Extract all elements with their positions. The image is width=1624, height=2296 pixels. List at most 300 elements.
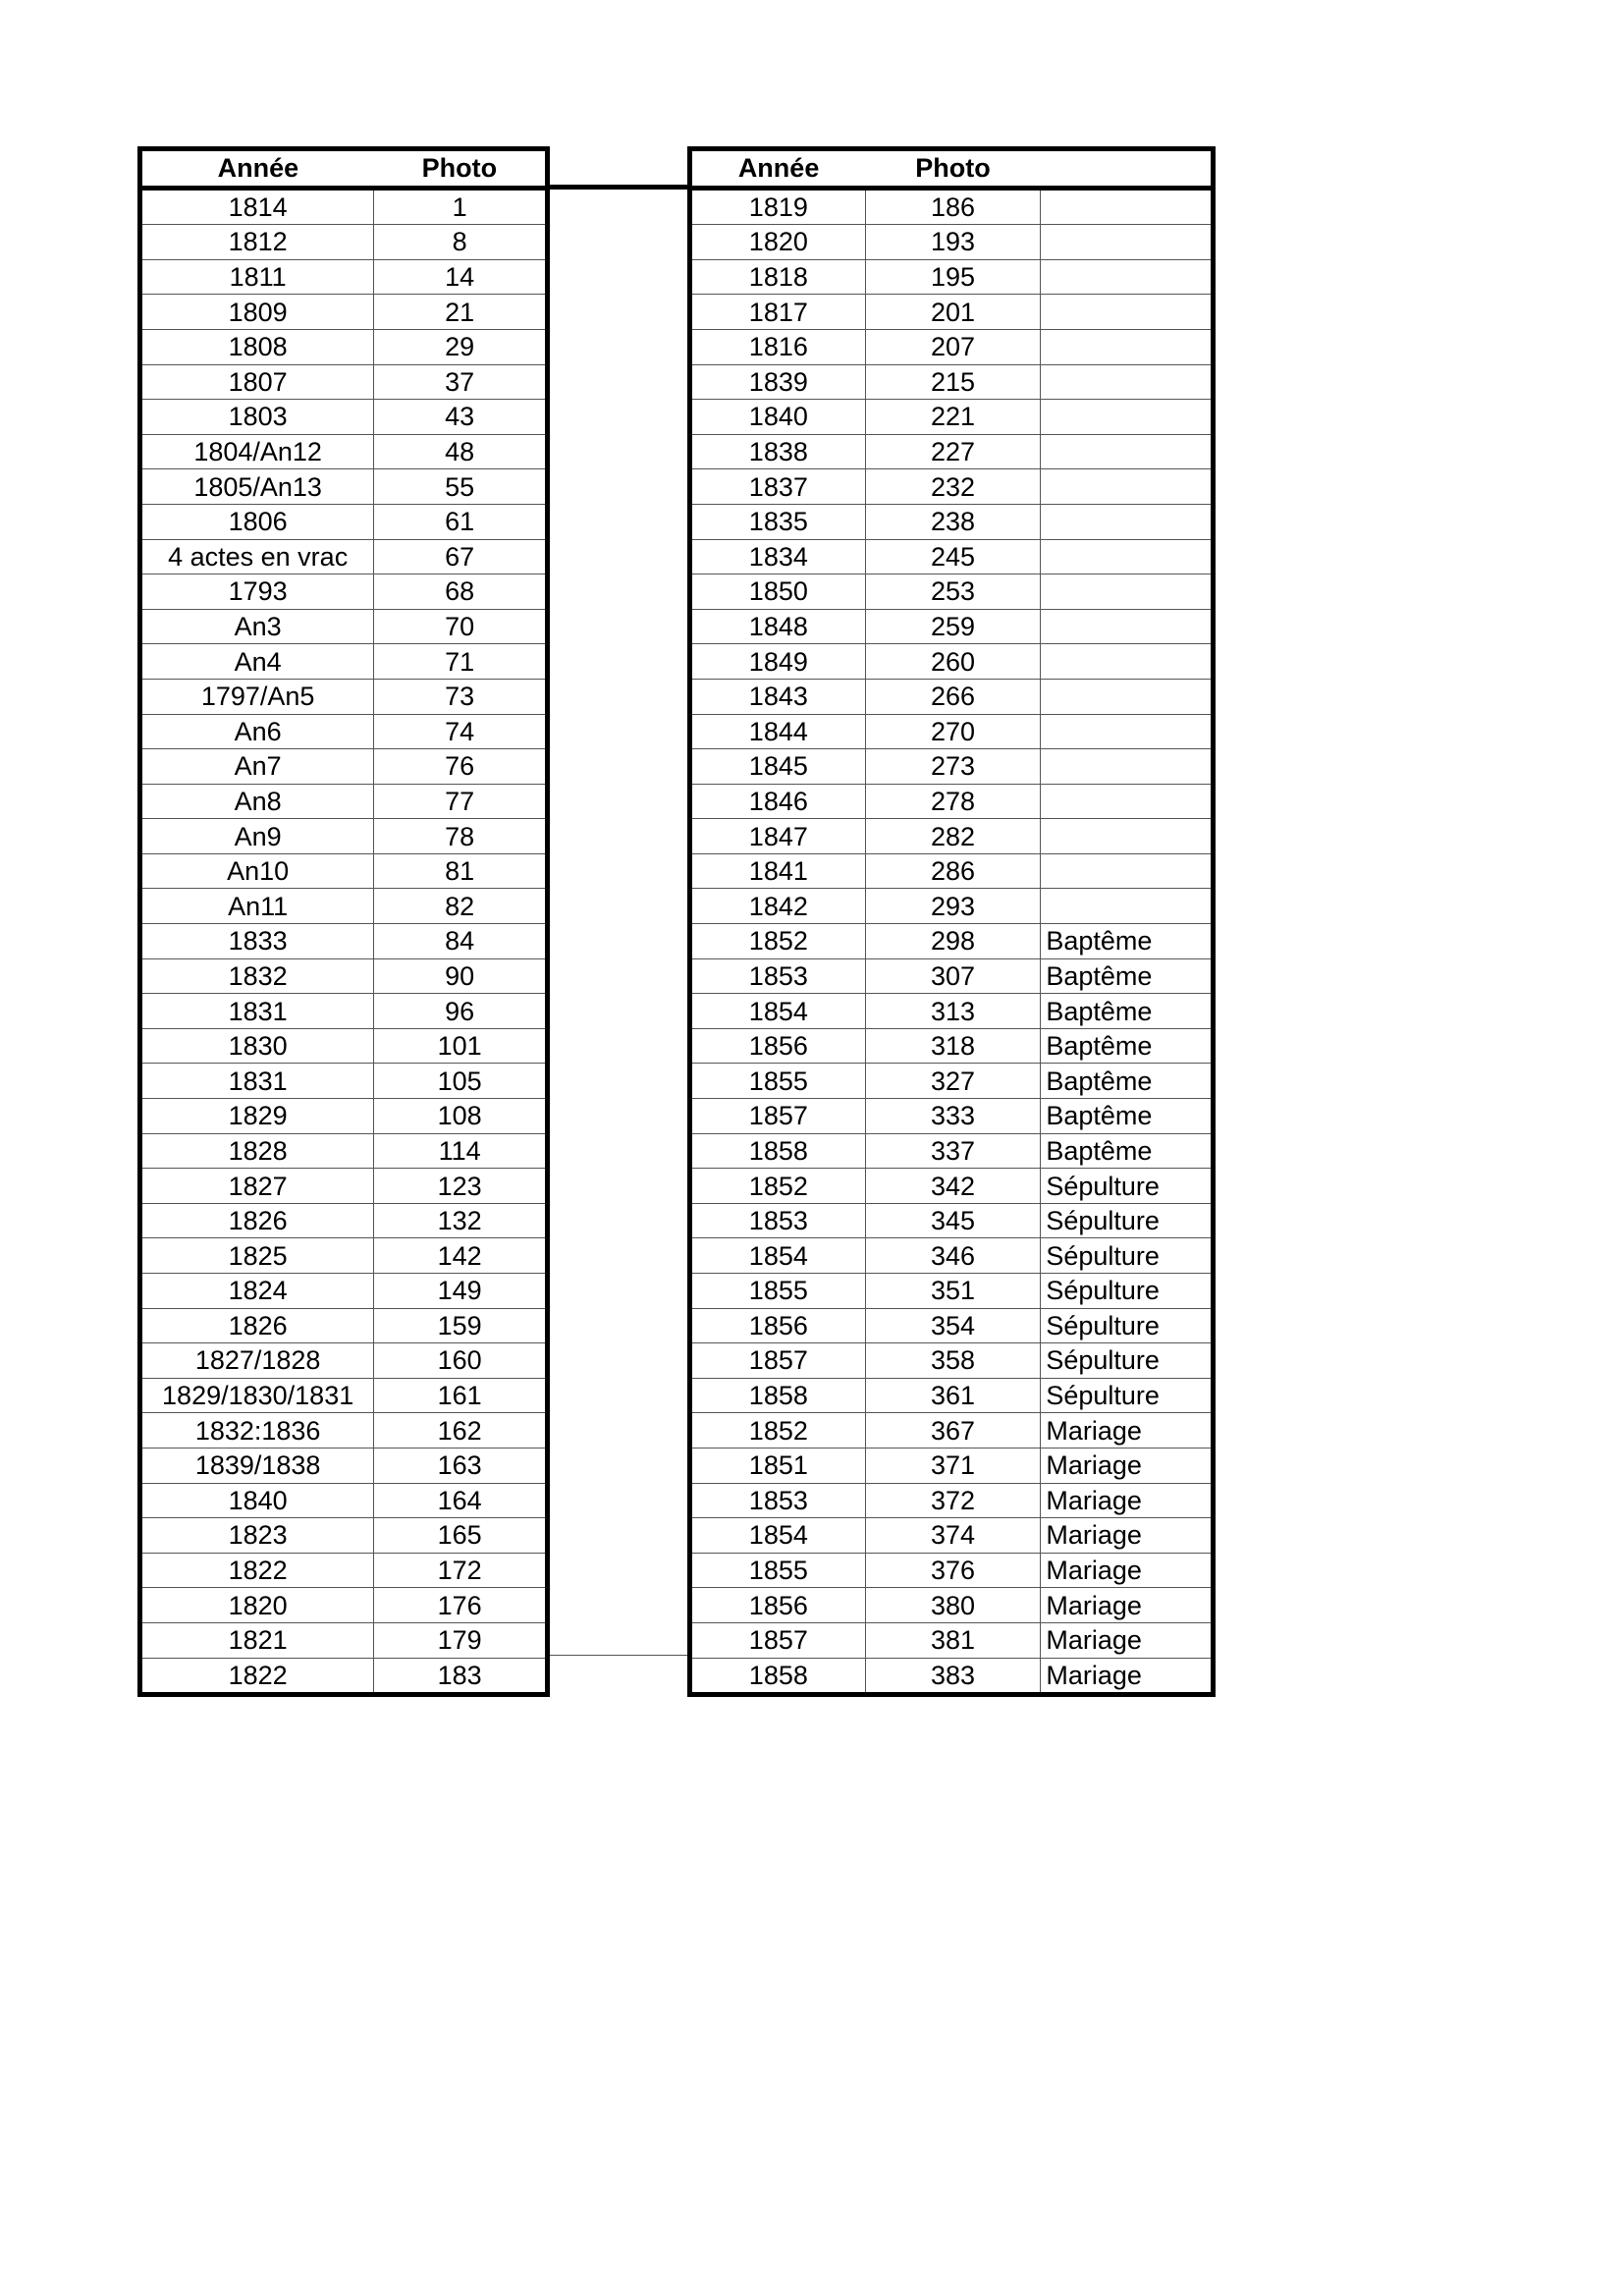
year-cell: 1855 <box>690 1274 866 1309</box>
year-cell: 1857 <box>690 1622 866 1658</box>
year-cell: 1858 <box>690 1133 866 1169</box>
year-cell: 1851 <box>690 1448 866 1483</box>
record-type-cell: Baptême <box>1041 1099 1214 1134</box>
photo-cell: 260 <box>865 644 1041 680</box>
table-row <box>690 400 1214 435</box>
table-row <box>690 1658 1214 1695</box>
year-cell: 1839/1838 <box>140 1448 374 1483</box>
record-type-cell: Sépulture <box>1041 1238 1214 1274</box>
photo-cell: 358 <box>865 1343 1041 1379</box>
year-cell: 1856 <box>690 1308 866 1343</box>
left-table <box>137 146 550 1697</box>
photo-cell: 381 <box>865 1622 1041 1658</box>
table-row <box>140 504 548 539</box>
year-cell: 1793 <box>140 574 374 610</box>
table-row <box>140 609 548 644</box>
year-cell: 1807 <box>140 364 374 400</box>
table-row <box>690 1553 1214 1588</box>
year-cell: 1804/An12 <box>140 434 374 469</box>
photo-cell: 74 <box>374 714 548 749</box>
photo-cell: 298 <box>865 924 1041 959</box>
photo-cell: 238 <box>865 504 1041 539</box>
right-year-header: Année <box>690 149 866 189</box>
record-type-cell: Baptême <box>1041 958 1214 994</box>
photo-cell: 286 <box>865 853 1041 889</box>
year-cell: 1858 <box>690 1378 866 1413</box>
year-cell: 1814 <box>140 188 374 225</box>
table-row <box>140 644 548 680</box>
record-type-cell <box>1041 329 1214 364</box>
photo-cell: 354 <box>865 1308 1041 1343</box>
photo-cell: 14 <box>374 259 548 295</box>
year-cell: 1849 <box>690 644 866 680</box>
record-type-cell: Sépulture <box>1041 1274 1214 1309</box>
table-row <box>690 994 1214 1029</box>
table-row <box>140 434 548 469</box>
record-type-cell: Mariage <box>1041 1413 1214 1449</box>
photo-cell: 77 <box>374 784 548 819</box>
photo-cell: 183 <box>374 1658 548 1695</box>
table-row <box>690 469 1214 505</box>
record-type-cell <box>1041 539 1214 574</box>
photo-cell: 282 <box>865 819 1041 854</box>
record-type-cell <box>1041 889 1214 924</box>
year-cell: 1828 <box>140 1133 374 1169</box>
photo-cell: 232 <box>865 469 1041 505</box>
table-row <box>140 1099 548 1134</box>
record-type-cell: Baptême <box>1041 924 1214 959</box>
photo-cell: 207 <box>865 329 1041 364</box>
photo-cell: 380 <box>865 1588 1041 1623</box>
photo-cell: 253 <box>865 574 1041 610</box>
photo-cell: 123 <box>374 1169 548 1204</box>
record-type-cell: Baptême <box>1041 1133 1214 1169</box>
table-row <box>140 364 548 400</box>
year-cell: 1826 <box>140 1308 374 1343</box>
table-row <box>690 1622 1214 1658</box>
table-row <box>690 1238 1214 1274</box>
record-type-cell: Mariage <box>1041 1518 1214 1554</box>
record-type-cell: Mariage <box>1041 1622 1214 1658</box>
photo-cell: 367 <box>865 1413 1041 1449</box>
year-cell: 1854 <box>690 1518 866 1554</box>
year-cell: 1818 <box>690 259 866 295</box>
table-row <box>140 1133 548 1169</box>
photo-cell: 21 <box>374 295 548 330</box>
record-type-cell: Sépulture <box>1041 1169 1214 1204</box>
table-row <box>690 1518 1214 1554</box>
record-type-cell: Mariage <box>1041 1448 1214 1483</box>
table-row <box>140 1028 548 1064</box>
year-cell: 1823 <box>140 1518 374 1554</box>
photo-cell: 176 <box>374 1588 548 1623</box>
table-row <box>140 1274 548 1309</box>
year-cell: 1857 <box>690 1343 866 1379</box>
photo-cell: 101 <box>374 1028 548 1064</box>
photo-cell: 149 <box>374 1274 548 1309</box>
photo-cell: 327 <box>865 1064 1041 1099</box>
year-cell: 4 actes en vrac <box>140 539 374 574</box>
year-cell: 1832 <box>140 958 374 994</box>
year-cell: 1797/An5 <box>140 679 374 714</box>
year-cell: 1819 <box>690 188 866 225</box>
table-row <box>140 1378 548 1413</box>
year-cell: 1834 <box>690 539 866 574</box>
table-row <box>140 749 548 785</box>
photo-cell: 278 <box>865 784 1041 819</box>
record-type-cell <box>1041 784 1214 819</box>
year-cell: 1817 <box>690 295 866 330</box>
year-cell: An6 <box>140 714 374 749</box>
photo-cell: 82 <box>374 889 548 924</box>
photo-cell: 337 <box>865 1133 1041 1169</box>
table-row <box>690 1064 1214 1099</box>
year-cell: 1854 <box>690 1238 866 1274</box>
year-cell: 1840 <box>140 1483 374 1518</box>
table-row <box>140 400 548 435</box>
year-cell: An4 <box>140 644 374 680</box>
photo-cell: 105 <box>374 1064 548 1099</box>
year-cell: 1820 <box>690 225 866 260</box>
year-cell: 1827 <box>140 1169 374 1204</box>
table-row <box>140 994 548 1029</box>
table-row <box>140 539 548 574</box>
year-cell: 1850 <box>690 574 866 610</box>
photo-cell: 372 <box>865 1483 1041 1518</box>
year-cell: 1821 <box>140 1622 374 1658</box>
table-row <box>140 1203 548 1238</box>
year-cell: 1826 <box>140 1203 374 1238</box>
year-cell: 1825 <box>140 1238 374 1274</box>
table-row <box>690 924 1214 959</box>
photo-cell: 172 <box>374 1553 548 1588</box>
record-type-cell <box>1041 295 1214 330</box>
year-cell: 1842 <box>690 889 866 924</box>
year-cell: 1854 <box>690 994 866 1029</box>
photo-cell: 37 <box>374 364 548 400</box>
photo-cell: 186 <box>865 188 1041 225</box>
table-row <box>690 1169 1214 1204</box>
year-cell: 1845 <box>690 749 866 785</box>
record-type-cell <box>1041 574 1214 610</box>
photo-cell: 68 <box>374 574 548 610</box>
year-cell: 1824 <box>140 1274 374 1309</box>
right-type-header <box>1041 149 1214 189</box>
photo-cell: 361 <box>865 1378 1041 1413</box>
year-cell: 1803 <box>140 400 374 435</box>
year-cell: An7 <box>140 749 374 785</box>
left-header-row <box>140 149 548 189</box>
record-type-cell: Sépulture <box>1041 1378 1214 1413</box>
photo-cell: 159 <box>374 1308 548 1343</box>
photo-cell: 195 <box>865 259 1041 295</box>
table-row <box>140 1518 548 1554</box>
photo-cell: 266 <box>865 679 1041 714</box>
table-row <box>140 1343 548 1379</box>
table-row <box>140 819 548 854</box>
record-type-cell <box>1041 259 1214 295</box>
year-cell: An10 <box>140 853 374 889</box>
year-cell: 1852 <box>690 924 866 959</box>
table-row <box>140 329 548 364</box>
photo-cell: 273 <box>865 749 1041 785</box>
year-cell: 1838 <box>690 434 866 469</box>
table-row <box>690 1588 1214 1623</box>
table-row <box>690 1483 1214 1518</box>
photo-cell: 67 <box>374 539 548 574</box>
photo-cell: 259 <box>865 609 1041 644</box>
photo-cell: 84 <box>374 924 548 959</box>
table-row <box>140 469 548 505</box>
photo-cell: 43 <box>374 400 548 435</box>
table-row <box>690 853 1214 889</box>
year-cell: 1831 <box>140 994 374 1029</box>
table-row <box>140 679 548 714</box>
photo-cell: 132 <box>374 1203 548 1238</box>
left-year-header: Année <box>140 149 374 189</box>
right-table <box>687 146 1216 1697</box>
year-cell: An11 <box>140 889 374 924</box>
year-cell: 1853 <box>690 1483 866 1518</box>
year-cell: 1805/An13 <box>140 469 374 505</box>
table-row <box>140 1622 548 1658</box>
table-row <box>690 259 1214 295</box>
table-row <box>140 1169 548 1204</box>
record-type-cell <box>1041 400 1214 435</box>
record-type-cell: Mariage <box>1041 1658 1214 1695</box>
photo-cell: 1 <box>374 188 548 225</box>
photo-cell: 55 <box>374 469 548 505</box>
photo-cell: 346 <box>865 1238 1041 1274</box>
table-row <box>690 1343 1214 1379</box>
year-cell: 1856 <box>690 1028 866 1064</box>
year-cell: 1839 <box>690 364 866 400</box>
table-row <box>690 364 1214 400</box>
record-type-cell <box>1041 504 1214 539</box>
table-row <box>690 1203 1214 1238</box>
table-row <box>690 609 1214 644</box>
year-cell: 1852 <box>690 1413 866 1449</box>
table-row <box>690 1099 1214 1134</box>
left-photo-header: Photo <box>374 149 548 189</box>
record-type-cell: Sépulture <box>1041 1343 1214 1379</box>
year-cell: 1827/1828 <box>140 1343 374 1379</box>
photo-cell: 374 <box>865 1518 1041 1554</box>
photo-cell: 114 <box>374 1133 548 1169</box>
record-type-cell <box>1041 819 1214 854</box>
table-row <box>140 259 548 295</box>
record-type-cell <box>1041 364 1214 400</box>
table-row <box>140 1064 548 1099</box>
photo-cell: 345 <box>865 1203 1041 1238</box>
table-row <box>140 889 548 924</box>
photo-cell: 227 <box>865 434 1041 469</box>
record-type-cell <box>1041 188 1214 225</box>
table-row <box>140 1588 548 1623</box>
photo-cell: 371 <box>865 1448 1041 1483</box>
record-type-cell <box>1041 225 1214 260</box>
table-row <box>690 1378 1214 1413</box>
year-cell: 1853 <box>690 1203 866 1238</box>
right-header-row <box>690 149 1214 189</box>
record-type-cell <box>1041 679 1214 714</box>
table-row <box>690 1448 1214 1483</box>
photo-cell: 383 <box>865 1658 1041 1695</box>
photo-cell: 193 <box>865 225 1041 260</box>
year-cell: An9 <box>140 819 374 854</box>
year-cell: 1822 <box>140 1658 374 1695</box>
table-row <box>690 958 1214 994</box>
year-cell: 1852 <box>690 1169 866 1204</box>
year-cell: 1829 <box>140 1099 374 1134</box>
table-row <box>690 295 1214 330</box>
record-type-cell <box>1041 644 1214 680</box>
year-cell: 1855 <box>690 1064 866 1099</box>
table-row <box>690 889 1214 924</box>
table-row <box>140 1413 548 1449</box>
year-cell: 1833 <box>140 924 374 959</box>
photo-cell: 351 <box>865 1274 1041 1309</box>
year-cell: 1843 <box>690 679 866 714</box>
year-cell: An3 <box>140 609 374 644</box>
table-row <box>140 188 548 225</box>
table-row <box>690 539 1214 574</box>
photo-cell: 245 <box>865 539 1041 574</box>
photo-cell: 162 <box>374 1413 548 1449</box>
photo-cell: 76 <box>374 749 548 785</box>
year-cell: 1855 <box>690 1553 866 1588</box>
year-cell: 1812 <box>140 225 374 260</box>
photo-cell: 221 <box>865 400 1041 435</box>
photo-cell: 163 <box>374 1448 548 1483</box>
photo-cell: 342 <box>865 1169 1041 1204</box>
table-row <box>140 1658 548 1695</box>
photo-cell: 307 <box>865 958 1041 994</box>
record-type-cell: Sépulture <box>1041 1308 1214 1343</box>
table-row <box>140 225 548 260</box>
photo-cell: 201 <box>865 295 1041 330</box>
record-type-cell <box>1041 609 1214 644</box>
table-row <box>140 1448 548 1483</box>
table-row <box>690 504 1214 539</box>
record-type-cell: Baptême <box>1041 1028 1214 1064</box>
record-type-cell <box>1041 469 1214 505</box>
table-row <box>690 434 1214 469</box>
table-row <box>140 295 548 330</box>
table-row <box>690 644 1214 680</box>
table-row <box>690 819 1214 854</box>
photo-cell: 333 <box>865 1099 1041 1134</box>
photo-cell: 270 <box>865 714 1041 749</box>
photo-cell: 376 <box>865 1553 1041 1588</box>
table-row <box>140 924 548 959</box>
photo-cell: 90 <box>374 958 548 994</box>
table-row <box>140 1483 548 1518</box>
year-cell: 1811 <box>140 259 374 295</box>
record-type-cell: Baptême <box>1041 994 1214 1029</box>
photo-cell: 293 <box>865 889 1041 924</box>
table-row <box>690 1133 1214 1169</box>
record-type-cell <box>1041 749 1214 785</box>
photo-cell: 313 <box>865 994 1041 1029</box>
table-row <box>140 1238 548 1274</box>
year-cell: 1837 <box>690 469 866 505</box>
table-row <box>690 749 1214 785</box>
year-cell: 1846 <box>690 784 866 819</box>
photo-cell: 179 <box>374 1622 548 1658</box>
year-cell: 1847 <box>690 819 866 854</box>
year-cell: 1840 <box>690 400 866 435</box>
photo-cell: 142 <box>374 1238 548 1274</box>
year-cell: 1832:1836 <box>140 1413 374 1449</box>
year-cell: 1830 <box>140 1028 374 1064</box>
record-type-cell <box>1041 853 1214 889</box>
table-row <box>690 1413 1214 1449</box>
photo-cell: 71 <box>374 644 548 680</box>
year-cell: 1857 <box>690 1099 866 1134</box>
year-cell: 1820 <box>140 1588 374 1623</box>
year-cell: 1809 <box>140 295 374 330</box>
year-cell: 1816 <box>690 329 866 364</box>
year-cell: 1858 <box>690 1658 866 1695</box>
photo-cell: 70 <box>374 609 548 644</box>
year-cell: An8 <box>140 784 374 819</box>
table-row <box>690 1028 1214 1064</box>
record-type-cell: Mariage <box>1041 1483 1214 1518</box>
photo-cell: 165 <box>374 1518 548 1554</box>
year-cell: 1853 <box>690 958 866 994</box>
right-photo-header: Photo <box>865 149 1041 189</box>
year-cell: 1829/1830/1831 <box>140 1378 374 1413</box>
table-row <box>690 784 1214 819</box>
year-cell: 1848 <box>690 609 866 644</box>
record-type-cell <box>1041 714 1214 749</box>
photo-cell: 48 <box>374 434 548 469</box>
photo-cell: 78 <box>374 819 548 854</box>
photo-cell: 81 <box>374 853 548 889</box>
table-row <box>140 574 548 610</box>
record-type-cell: Baptême <box>1041 1064 1214 1099</box>
photo-cell: 73 <box>374 679 548 714</box>
table-row <box>140 958 548 994</box>
table-row <box>690 1308 1214 1343</box>
photo-cell: 161 <box>374 1378 548 1413</box>
table-row <box>690 679 1214 714</box>
record-type-cell: Sépulture <box>1041 1203 1214 1238</box>
photo-cell: 29 <box>374 329 548 364</box>
table-row <box>690 574 1214 610</box>
table-row <box>690 329 1214 364</box>
year-cell: 1806 <box>140 504 374 539</box>
record-type-cell <box>1041 434 1214 469</box>
table-row <box>140 784 548 819</box>
photo-cell: 96 <box>374 994 548 1029</box>
year-cell: 1831 <box>140 1064 374 1099</box>
gap-column <box>550 146 687 1656</box>
photo-cell: 160 <box>374 1343 548 1379</box>
record-type-cell: Mariage <box>1041 1553 1214 1588</box>
photo-cell: 215 <box>865 364 1041 400</box>
photo-cell: 108 <box>374 1099 548 1134</box>
photo-cell: 318 <box>865 1028 1041 1064</box>
record-type-cell: Mariage <box>1041 1588 1214 1623</box>
table-row <box>690 714 1214 749</box>
year-cell: 1808 <box>140 329 374 364</box>
table-row <box>690 188 1214 225</box>
table-row <box>140 1553 548 1588</box>
year-cell: 1835 <box>690 504 866 539</box>
year-cell: 1841 <box>690 853 866 889</box>
